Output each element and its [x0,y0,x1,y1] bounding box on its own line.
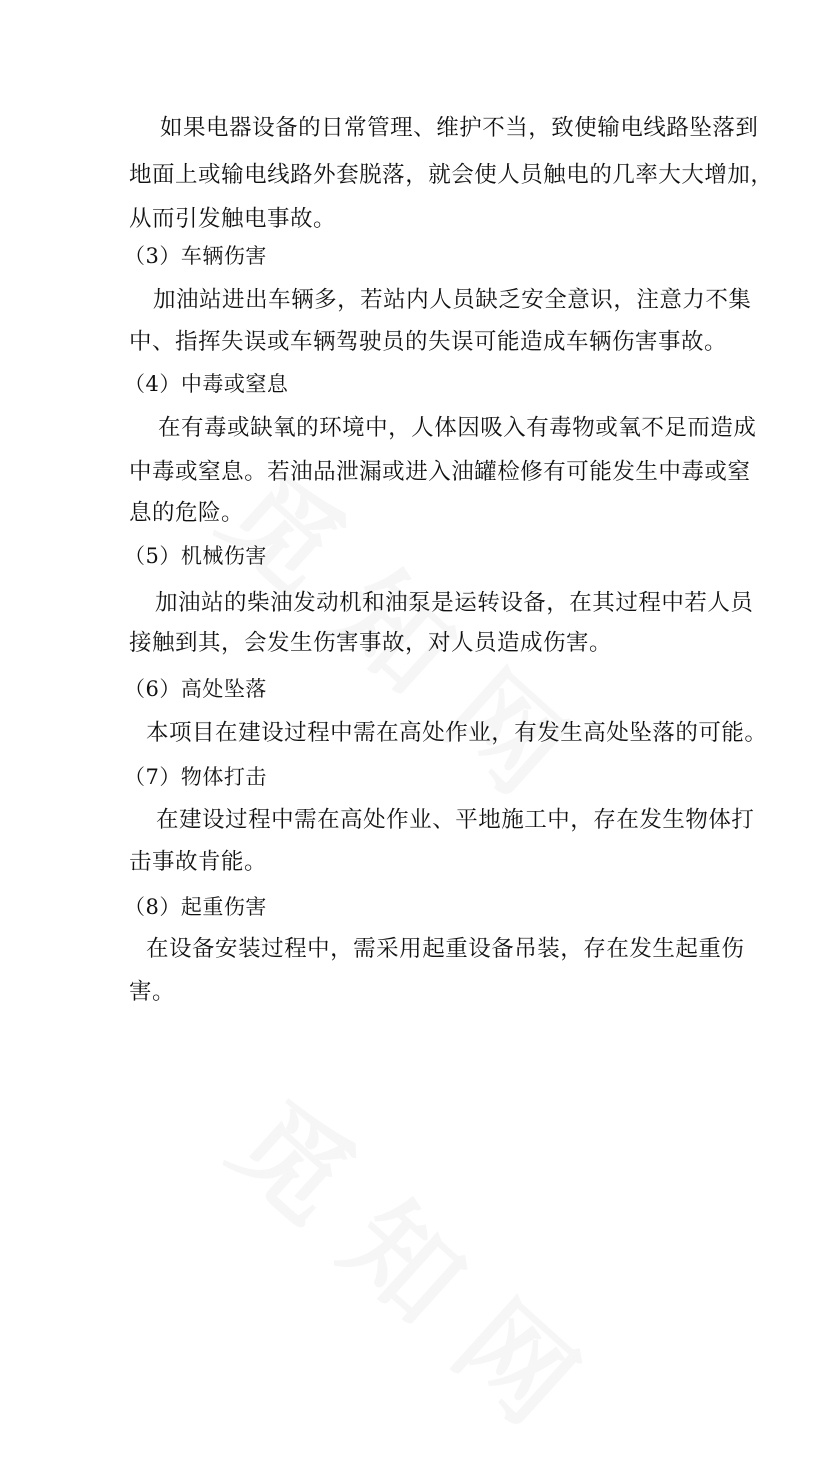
paragraph-line: 中 毒 或 窒 息 。 若 油 品 泄 漏 或 进 入 油 罐 检 修 有 可 能 发 生 中 毒 或 窒 [129,459,751,485]
paragraph-line: 地 面 上 或 输 电 线 路 外 套 脱 落 ， 就 会 使 人 员 触 电 的 几 率 大 大 增 加 ， [129,162,774,188]
watermark [204,1060,644,1479]
paragraph-line: 击事故肯能。 [129,849,268,875]
paragraph-line: 息的危险。 [129,500,245,526]
paragraph-line: 本 项 目 在 建 设 过 程 中 需 在 高 处 作 业 ， 有 发 生 高 处 坠 落 的 可 能 。 [146,720,768,746]
paragraph-line: 在 有 毒 或 缺 氧 的 环 境 中 ， 人 体 因 吸 入 有 毒 物 或 氧 不 足 而 造 成 [158,415,757,441]
section-heading: （3）车辆伤害 [124,244,267,268]
paragraph-line: 加 油 站 进 出 车 辆 多 ， 若 站 内 人 员 缺 乏 安 全 意 识 ， 注 意 力 不 集 [153,287,752,313]
section-heading: （7）物体打击 [124,765,267,789]
paragraph-line: 中、指挥失误或车辆驾驶员的失误可能造成车辆伤害事故。 [129,329,728,355]
paragraph-line: 在 设 备 安 装 过 程 中 ， 需 采 用 起 重 设 备 吊 装 ， 存 在 发 生 起 重 伤 [146,936,745,962]
section-heading: （8）起重伤害 [124,895,267,919]
paragraph-line: 加 油 站 的 柴 油 发 动 机 和 油 泵 是 运 转 设 备 ， 在 其 过 程 中 若 人 员 [155,590,754,616]
paragraph-line: 如 果 电 器 设 备 的 日 常 管 理 、 维 护 不 当 ， 致 使 输 电 线 路 坠 落 到 [160,115,759,141]
section-heading: （4）中毒或窒息 [124,372,289,396]
section-heading: （6）高处坠落 [124,677,267,701]
paragraph-line: 害。 [129,979,176,1005]
paragraph-line: 从而引发触电事故。 [129,206,337,232]
section-heading: （5）机械伤害 [124,544,267,568]
paragraph-line: 在 建 设 过 程 中 需 在 高 处 作 业 、 平 地 施 工 中 ， 存 在 发 生 物 体 打 [156,807,755,833]
paragraph-line: 接触到其，会发生伤害事故，对人员造成伤害。 [129,630,613,656]
